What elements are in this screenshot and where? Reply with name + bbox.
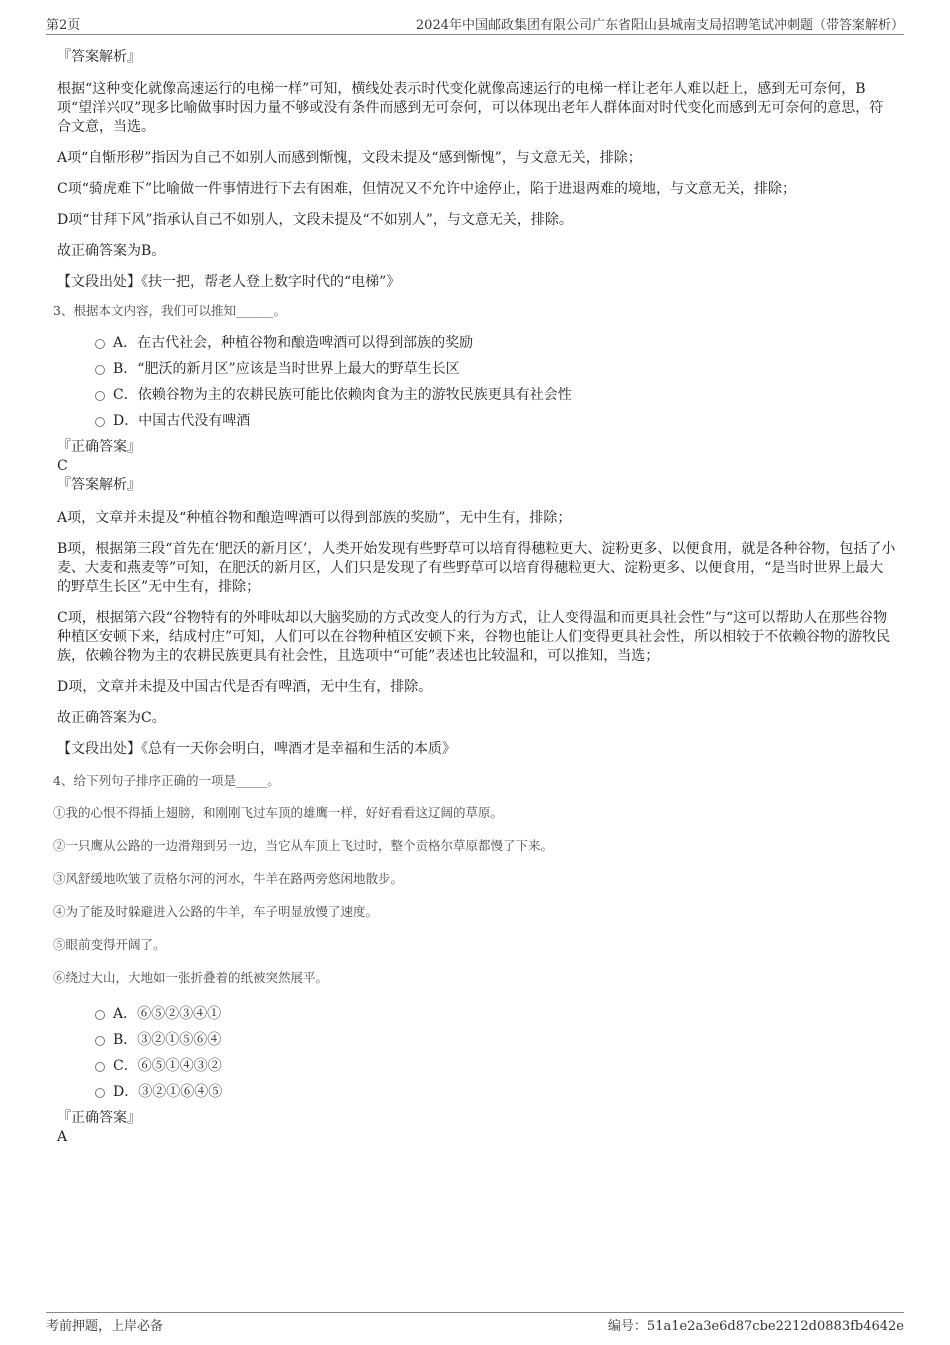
option-label: A．在古代社会，种植谷物和酿造啤酒可以得到部族的奖励 [113, 335, 474, 351]
analysis-paragraph-d: D项“甘拜下风”指承认自己不如别人，文段未提及“不如别人”，与文意无关，排除。 [57, 212, 573, 228]
analysis-paragraph-d: D项，文章并未提及中国古代是否有啤酒，无中生有，排除。 [57, 679, 433, 695]
radio-icon[interactable] [95, 1010, 105, 1020]
radio-icon[interactable] [95, 1036, 105, 1046]
question-3-stem: 3、根据本文内容，我们可以推知______。 [53, 303, 286, 318]
analysis-paragraph-c: C项，根据第六段“谷物特有的外啡呔却以大脑奖励的方式改变人的行为方式，让人变得温和而更具社会性”与“这可以帮助人在那些谷物种植区安顿下来，结成村庄”可知，人们可以在谷物种植区安顿下来，谷物也能让人们变得更具社会性，所以相较于不依赖谷物的游牧民族，依赖谷物为主的农耕民族更具有社会性，且选项中“可能”表述也比较温和，可以推知，当选； [57, 610, 891, 664]
question-4-options [57, 1001, 897, 1105]
radio-icon[interactable] [95, 339, 105, 349]
analysis-paragraph: 根据“这种变化就像高速运行的电梯一样”可知，横线处表示时代变化就像高速运行的电梯一样让老年人难以赶上，感到无可奈何，B项“望洋兴叹”现多比喻做事时因力量不够或没有条件而感到无可奈何，可以体现出老年人群体面对时代变化而感到无可奈何的意思，符合文意，当选。 [57, 81, 884, 135]
document-code: 编号：51a1e2a3e6d87cbe2212d0883fb4642e [607, 1319, 904, 1334]
option-label: A．⑥⑤②③④① [113, 1006, 222, 1022]
sentence-2: ②一只鹰从公路的一边滑翔到另一边，当它从车顶上飞过时，整个贡格尔草原都慢了下来。 [53, 838, 554, 853]
analysis-label: 『答案解析』 [57, 49, 141, 65]
source-citation: 【文段出处】《扶一把，帮老人登上数字时代的“电梯”》 [57, 274, 401, 290]
correct-answer: A [57, 1129, 68, 1145]
option-c[interactable] [95, 382, 897, 408]
page-content [53, 46, 897, 1147]
analysis-conclusion: 故正确答案为B。 [57, 243, 166, 259]
analysis-paragraph-a: A项“自惭形秽”指因为自己不如别人而感到惭愧，文段未提及“感到惭愧”，与文意无关，排除； [57, 150, 642, 166]
option-a[interactable] [95, 330, 897, 356]
analysis-label: 『答案解析』 [57, 477, 141, 493]
document-title: 2024年中国邮政集团有限公司广东省阳山县城南支局招聘笔试冲刺题（带答案解析） [415, 18, 904, 33]
footer-slogan: 考前押题，上岸必备 [46, 1319, 164, 1334]
sentence-6: ⑥绕过大山，大地如一张折叠着的纸被突然展平。 [53, 970, 329, 985]
option-d[interactable] [95, 1079, 897, 1105]
analysis-paragraph-a: A项，文章并未提及“种植谷物和酿造啤酒可以得到部族的奖励”，无中生有，排除； [57, 510, 572, 526]
option-c[interactable] [95, 1053, 897, 1079]
option-b[interactable] [95, 1027, 897, 1053]
option-label: B．③②①⑤⑥④ [113, 1032, 222, 1048]
analysis-paragraph-c: C项“骑虎难下”比喻做一件事情进行下去有困难，但情况又不允许中途停止，陷于进退两难的境地，与文意无关，排除； [57, 181, 797, 197]
correct-answer-label: 『正确答案』 [57, 1110, 141, 1126]
sentence-1: ①我的心恨不得插上翅膀，和刚刚飞过车顶的雄鹰一样，好好看看这辽阔的草原。 [53, 805, 504, 820]
sentence-3: ③风舒缓地吹皱了贡格尔河的河水，牛羊在路两旁悠闲地散步。 [53, 871, 404, 886]
sentence-4: ④为了能及时躲避进入公路的牛羊，车子明显放慢了速度。 [53, 904, 379, 919]
question-3-options [57, 330, 897, 434]
page-footer [46, 1312, 904, 1335]
question-4-stem: 4、给下列句子排序正确的一项是_____。 [53, 773, 280, 788]
radio-icon[interactable] [95, 417, 105, 427]
analysis-conclusion: 故正确答案为C。 [57, 710, 166, 726]
option-d[interactable] [95, 408, 897, 434]
correct-answer-label: 『正确答案』 [57, 439, 141, 455]
source-citation: 【文段出处】《总有一天你会明白，啤酒才是幸福和生活的本质》 [57, 741, 456, 757]
radio-icon[interactable] [95, 1088, 105, 1098]
option-label: D．中国古代没有啤酒 [113, 413, 251, 429]
option-label: C．依赖谷物为主的农耕民族可能比依赖肉食为主的游牧民族更具有社会性 [113, 387, 572, 403]
radio-icon[interactable] [95, 365, 105, 375]
page-number: 第2页 [46, 18, 81, 33]
correct-answer: C [57, 458, 68, 474]
option-label: B．“肥沃的新月区”应该是当时世界上最大的野草生长区 [113, 361, 460, 377]
analysis-paragraph-b: B项，根据第三段“首先在‘肥沃的新月区’，人类开始发现有些野草可以培育得穗粒更大、淀粉更多、以便食用，就是各种谷物，包括了小麦、大麦和燕麦等”可知，在肥沃的新月区，人们只是发现了有些野草可以培育得穗粒更大、淀粉更多、以便食用，“是当时世界上最大的野草生长区”无中生有，排除； [57, 541, 896, 595]
option-label: D．③②①⑥④⑤ [113, 1084, 223, 1100]
radio-icon[interactable] [95, 1062, 105, 1072]
radio-icon[interactable] [95, 391, 105, 401]
option-label: C．⑥⑤①④③② [113, 1058, 222, 1074]
option-b[interactable] [95, 356, 897, 382]
sentence-5: ⑤眼前变得开阔了。 [53, 937, 166, 952]
page-header [46, 12, 904, 35]
option-a[interactable] [95, 1001, 897, 1027]
